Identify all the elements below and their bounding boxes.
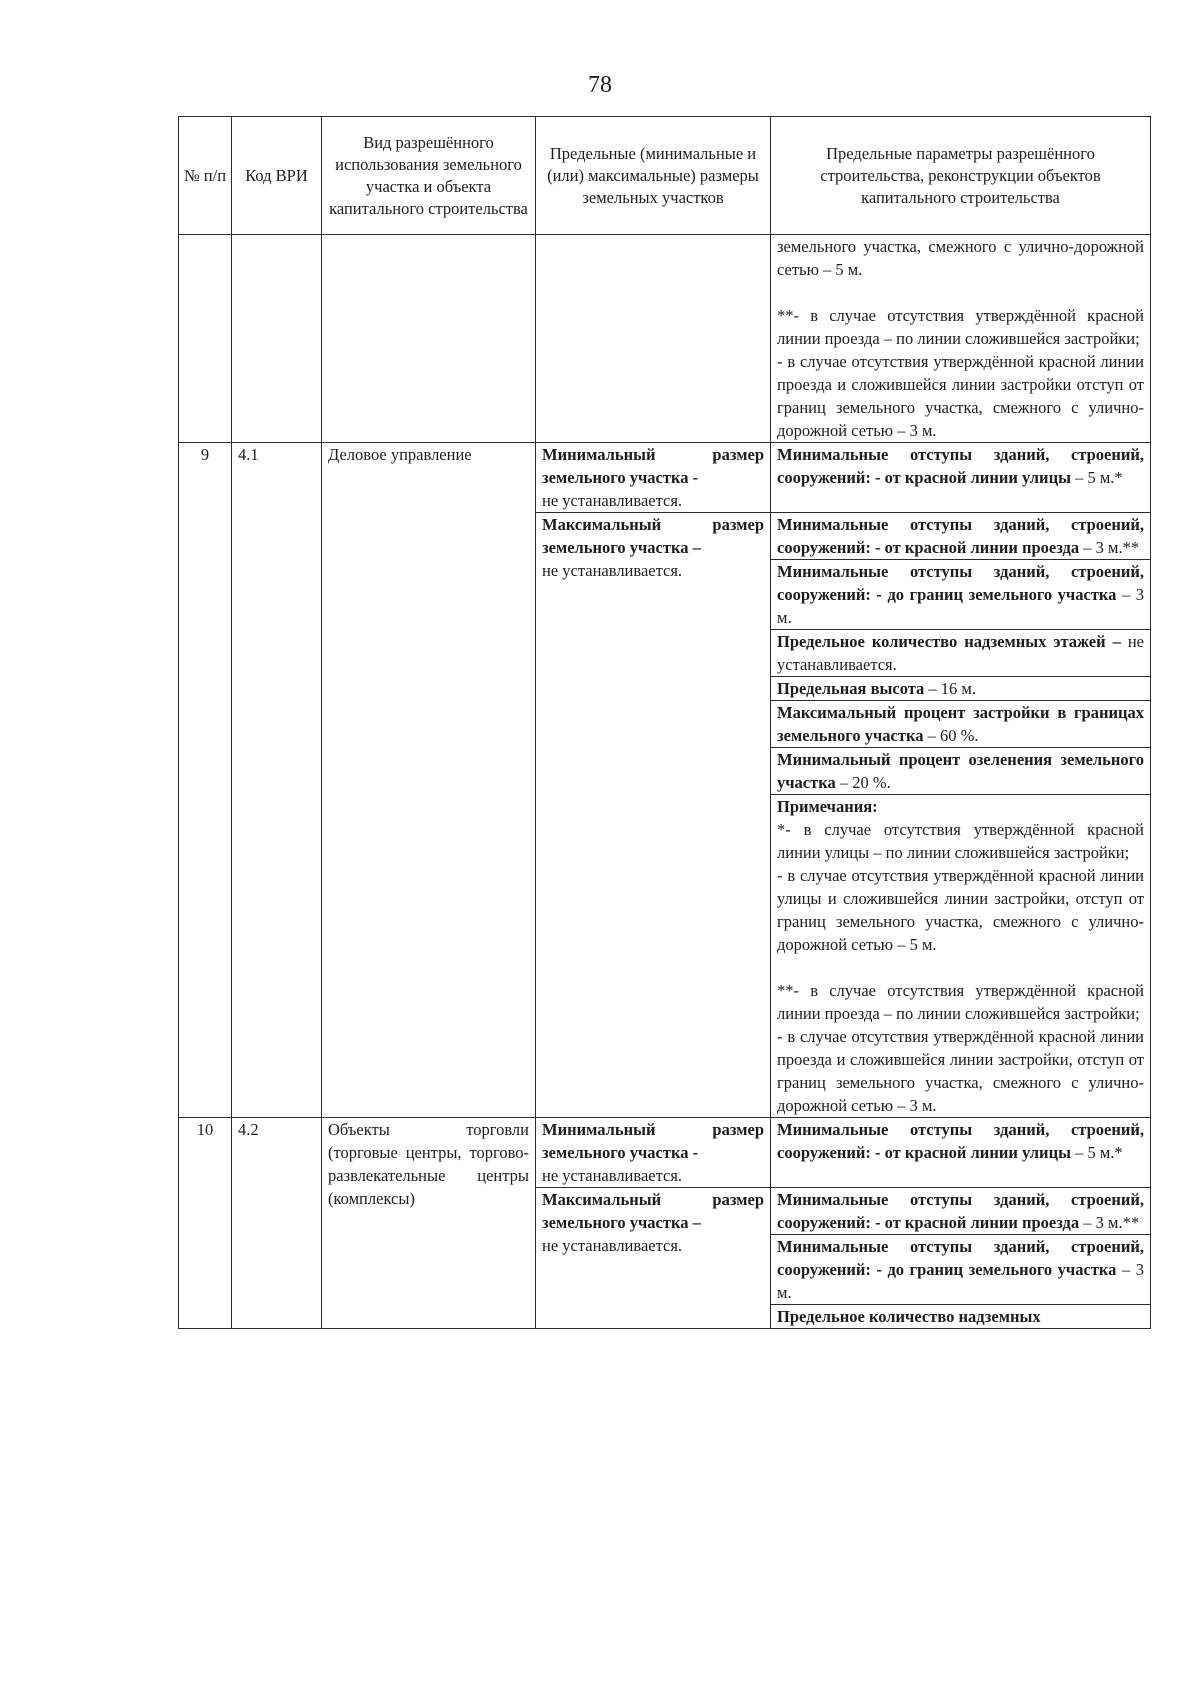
coverage-limit — [771, 701, 1151, 748]
min-plot-size-value: не устанавливается. — [542, 491, 683, 510]
continuation-notes — [771, 235, 1151, 443]
table-header-row — [179, 117, 1151, 235]
floors-limit — [771, 1305, 1151, 1329]
page-number: 78 — [588, 72, 612, 98]
note-item: *- в случае отсутствия утверждённой красной линии улицы – по линии сложившейся застройки; — [777, 820, 1144, 862]
min-plot-size-value: не устанавливается. — [542, 1166, 683, 1185]
setback-border-value: – 3 м. — [777, 585, 1145, 627]
continuation-note: **- в случае отсутствия утверждённой красной линии проезда – по линии сложившейся застройки; — [777, 306, 1144, 348]
greening-limit-value: – 20 %. — [835, 773, 891, 792]
height-limit-value: – 16 м. — [924, 679, 976, 698]
setback-street-label: Минимальные отступы зданий, строений, сооружений: - от красной линии улицы — [777, 1120, 1144, 1162]
greening-limit — [771, 748, 1151, 795]
setback-street — [771, 443, 1151, 513]
floors-limit-label: Предельное количество надземных этажей – — [777, 632, 1121, 651]
table-row-continuation — [179, 235, 1151, 443]
table-row-9 — [179, 443, 1151, 513]
row-code: 4.1 — [232, 443, 322, 1118]
cell-empty — [232, 235, 322, 443]
row-use-name: Объекты торговли (торговые центры, торгово-развлекательные центры (комплексы) — [322, 1118, 536, 1329]
setback-driveway-label: Минимальные отступы зданий, строений, сооружений: - от красной линии проезда — [777, 515, 1144, 557]
height-limit — [771, 677, 1151, 701]
coverage-limit-value: – 60 %. — [923, 726, 979, 745]
max-plot-size-value: не устанавливается. — [542, 561, 683, 580]
setback-driveway — [771, 513, 1151, 560]
notes-title: Примечания: — [777, 797, 878, 816]
continuation-note: - в случае отсутствия утверждённой красной линии проезда и сложившейся линии застройки отступ от границ земельного участка, смежного с улично-дорожной сетью – 3 м. — [777, 352, 1144, 440]
setback-border — [771, 560, 1151, 630]
floors-limit-value: не устанавливается. — [777, 632, 1144, 674]
max-plot-size — [536, 513, 771, 1118]
cell-empty — [536, 235, 771, 443]
max-plot-size — [536, 1188, 771, 1329]
setback-border-value: – 3 м. — [777, 1260, 1145, 1302]
greening-limit-label: Минимальный процент озеленения земельного участка — [777, 750, 1144, 792]
floors-limit — [771, 630, 1151, 677]
setback-street-label: Минимальные отступы зданий, строений, сооружений: - от красной линии улицы — [777, 445, 1144, 487]
row-code: 4.2 — [232, 1118, 322, 1329]
floors-limit-label: Предельное количество надземных — [777, 1307, 1041, 1326]
setback-driveway-value: – 3 м.** — [1079, 1213, 1140, 1232]
header-code: Код ВРИ — [232, 117, 322, 235]
setback-border — [771, 1235, 1151, 1305]
note-item: **- в случае отсутствия утверждённой красной линии проезда – по линии сложившейся застройки; — [777, 981, 1144, 1023]
max-plot-size-label: Максимальный размер земельного участка – — [542, 1190, 764, 1232]
setback-border-label: Минимальные отступы зданий, строений, сооружений: - до границ земельного участка — [777, 1237, 1144, 1279]
setback-border-label: Минимальные отступы зданий, строений, сооружений: - до границ земельного участка — [777, 562, 1144, 604]
cell-empty — [179, 235, 232, 443]
table-row-10 — [179, 1118, 1151, 1188]
setback-driveway-label: Минимальные отступы зданий, строений, сооружений: - от красной линии проезда — [777, 1190, 1144, 1232]
setback-street-value: – 5 м.* — [1070, 468, 1123, 487]
setback-street — [771, 1118, 1151, 1188]
min-plot-size-label: Минимальный размер земельного участка - — [542, 445, 764, 487]
notes — [771, 795, 1151, 1118]
row-use-name: Деловое управление — [322, 443, 536, 1118]
zoning-regulations-table — [178, 116, 1151, 1329]
cell-empty — [322, 235, 536, 443]
row-number: 9 — [179, 443, 232, 1118]
height-limit-label: Предельная высота — [777, 679, 925, 698]
note-item: - в случае отсутствия утверждённой красной линии улицы и сложившейся линии застройки, отступ от границ земельного участка, смежного с улично-дорожной сетью – 5 м. — [777, 866, 1144, 954]
header-use-type: Вид разрешённого использования земельного участка и объекта капитального строительства — [322, 117, 536, 235]
setback-driveway-value: – 3 м.** — [1079, 538, 1140, 557]
max-plot-size-value: не устанавливается. — [542, 1236, 683, 1255]
setback-driveway — [771, 1188, 1151, 1235]
header-params: Предельные параметры разрешённого строительства, реконструкции объектов капитального строительства — [771, 117, 1151, 235]
min-plot-size — [536, 1118, 771, 1188]
min-plot-size — [536, 443, 771, 513]
max-plot-size-label: Максимальный размер земельного участка – — [542, 515, 764, 557]
coverage-limit-label: Максимальный процент застройки в границах земельного участка — [777, 703, 1144, 745]
note-item: - в случае отсутствия утверждённой красной линии проезда и сложившейся линии застройки, отступ от границ земельного участка, смежного с улично-дорожной сетью – 3 м. — [777, 1027, 1144, 1115]
continuation-note: земельного участка, смежного с улично-дорожной сетью – 5 м. — [777, 237, 1144, 279]
setback-street-value: – 5 м.* — [1070, 1143, 1123, 1162]
row-number: 10 — [179, 1118, 232, 1329]
min-plot-size-label: Минимальный размер земельного участка - — [542, 1120, 764, 1162]
header-number: № п/п — [179, 117, 232, 235]
header-plot-size: Предельные (минимальные и (или) максимальные) размеры земельных участков — [536, 117, 771, 235]
